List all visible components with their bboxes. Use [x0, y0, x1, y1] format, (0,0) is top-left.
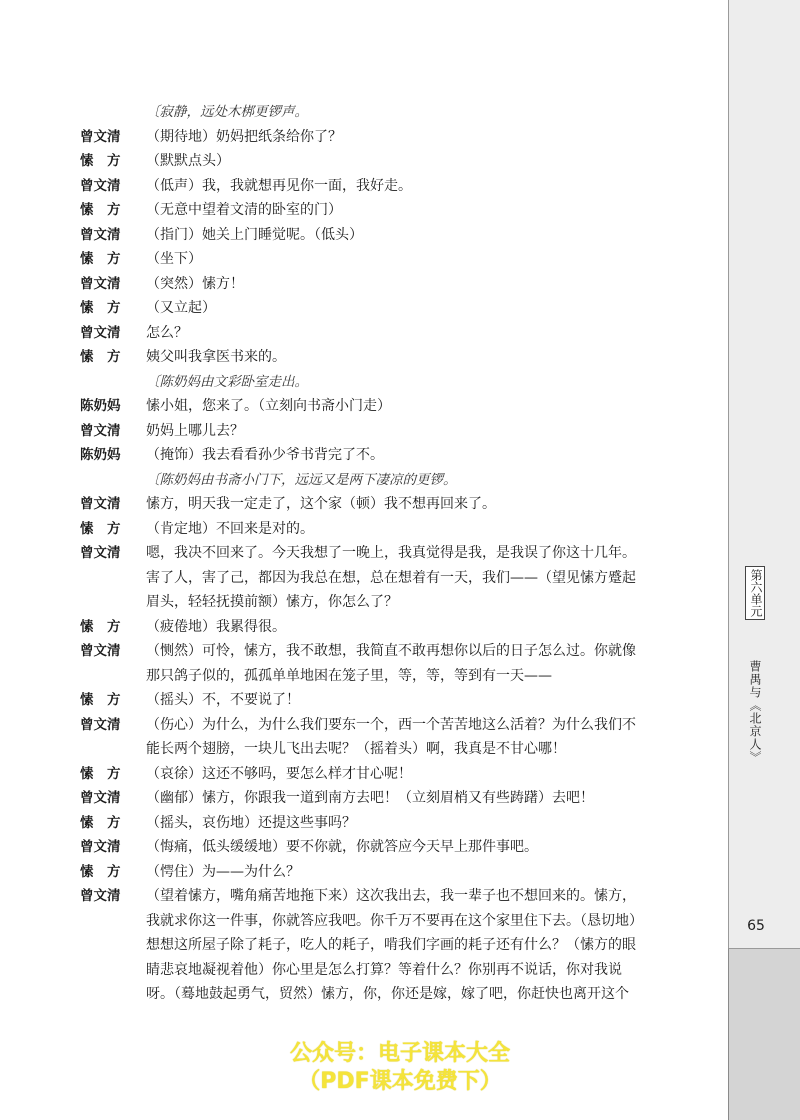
stage-direction-text: 〔陈奶妈由文彩卧室走出。 [146, 373, 308, 390]
speaker-name: 曾文清 [80, 643, 121, 659]
dialogue-line [80, 688, 710, 713]
dialogue-line [80, 198, 710, 223]
speaker-name: 曾文清 [80, 226, 121, 243]
dialogue-line [80, 174, 710, 199]
dialogue-text: （悔痛，低头缓缓地）要不你就，你就答应今天早上那件事吧。 [146, 839, 538, 855]
dialogue-line [80, 443, 710, 468]
dialogue-line [80, 345, 710, 370]
dialogue-line [80, 419, 710, 444]
stage-direction [80, 370, 710, 395]
speaker-name: 愫 方 [80, 251, 121, 267]
dialogue-text: 奶妈上哪儿去？ [146, 422, 244, 439]
dialogue-line [80, 223, 710, 248]
dialogue-text: 呀。（蓦地鼓起勇气，贸然）愫方，你，你还是嫁，嫁了吧，你赶快也离开这个 [146, 986, 629, 1002]
speaker-name: 曾文清 [80, 888, 121, 904]
dialogue-line [80, 615, 710, 640]
dialogue-text: （幽郁）愫方，你跟我一道到南方去吧！（立刻眉梢又有些踌躇）去吧！ [146, 790, 594, 806]
dialogue-text: （低声）我，我就想再见你一面，我好走。 [146, 177, 412, 194]
watermark [0, 1040, 800, 1096]
dialogue-line [80, 811, 710, 836]
dialogue-text: （恻然）可怜，愫方，我不敢想，我简直不敢再想你以后的日子怎么过。你就像 [146, 643, 636, 659]
dialogue-text: 愫方，明天我一定走了，这个家（顿）我不想再回来了。 [146, 496, 496, 512]
speaker-name: 愫 方 [80, 692, 121, 708]
dialogue-continuation [80, 664, 710, 689]
dialogue-text: （摇头）不，不要说了！ [146, 692, 300, 708]
dialogue-line [80, 639, 710, 664]
dialogue-text: 我就求你这一件事，你就答应我吧。你千万不要再在这个家里住下去。（恳切地） [146, 912, 643, 929]
speaker-name: 愫 方 [80, 349, 121, 365]
dialogue-line [80, 713, 710, 738]
unit-label: 第六单元 [745, 566, 765, 620]
dialogue-text: （愕住）为——为什么？ [146, 863, 300, 880]
speaker-name: 曾文清 [80, 839, 121, 855]
speaker-name: 愫 方 [80, 300, 121, 316]
speaker-name: 曾文清 [80, 275, 121, 292]
dialogue-line [80, 884, 710, 909]
speaker-name: 陈奶妈 [80, 398, 121, 414]
dialogue-text: （摇头，哀伤地）还提这些事吗？ [146, 814, 356, 831]
dialogue-text: （突然）愫方！ [146, 275, 244, 292]
dialogue-line [80, 149, 710, 174]
dialogue-continuation [80, 909, 710, 934]
speaker-name: 愫 方 [80, 618, 121, 635]
dialogue-text: （望着愫方，嘴角痛苦地拖下来）这次我出去，我一辈子也不想回来的。愫方， [146, 888, 636, 904]
dialogue-text: （期待地）奶妈把纸条给你了？ [146, 128, 342, 145]
dialogue-text: （默默点头） [146, 153, 230, 169]
dialogue-continuation [80, 566, 710, 591]
dialogue-line [80, 492, 710, 517]
speaker-name: 曾文清 [80, 790, 121, 806]
dialogue-text: （坐下） [146, 251, 202, 267]
dialogue-continuation [80, 958, 710, 983]
speaker-name: 曾文清 [80, 422, 121, 439]
speaker-name: 愫 方 [80, 520, 121, 537]
speaker-name: 愫 方 [80, 765, 121, 782]
dialogue-text: 睛悲哀地凝视着他）你心里是怎么打算？等着什么？你别再不说话，你对我说 [146, 961, 622, 978]
speaker-name: 愫 方 [80, 863, 121, 880]
dialogue-line [80, 321, 710, 346]
dialogue-text: （无意中望着文清的卧室的门） [146, 202, 342, 218]
dialogue-line [80, 860, 710, 885]
speaker-name: 曾文清 [80, 324, 121, 341]
dialogue-line [80, 835, 710, 860]
dialogue-line [80, 247, 710, 272]
speaker-name: 曾文清 [80, 496, 121, 512]
dialogue-text: 怎么？ [146, 324, 188, 341]
dialogue-text: 想想这所屋子除了耗子，吃人的耗子，啃我们字画的耗子还有什么？（愫方的眼 [146, 937, 636, 953]
watermark-line-1: 公众号：电子课本大全 [289, 1041, 510, 1066]
dialogue-line [80, 394, 710, 419]
dialogue-continuation [80, 933, 710, 958]
speaker-name: 陈奶妈 [80, 447, 121, 463]
speaker-name: 曾文清 [80, 716, 121, 733]
dialogue-line [80, 762, 710, 787]
dialogue-text: （伤心）为什么，为什么我们要东一个，西一个苦苦地这么活着？为什么我们不 [146, 716, 636, 733]
dialogue-line [80, 517, 710, 542]
speaker-name: 愫 方 [80, 202, 121, 218]
watermark-line-2: （PDF课本免费下） [298, 1069, 502, 1094]
speaker-name: 愫 方 [80, 814, 121, 831]
dialogue-continuation [80, 590, 710, 615]
dialogue-text: （疲倦地）我累得很。 [146, 618, 286, 635]
dialogue-continuation [80, 982, 710, 1007]
dialogue-text: 姨父叫我拿医书来的。 [146, 349, 286, 365]
dialogue-text: 愫小姐，您来了。（立刻向书斋小门走） [146, 398, 391, 414]
dialogue-text: 那只鸽子似的，孤孤单单地困在笼子里，等，等，等到有一天—— [146, 667, 552, 684]
speaker-name: 曾文清 [80, 177, 121, 194]
dialogue-text: （掩饰）我去看看孙少爷书背完了不。 [146, 447, 384, 463]
dialogue-text: 嗯，我决不回来了。今天我想了一晚上，我真觉得是我，是我误了你这十几年。 [146, 545, 636, 561]
dialogue-text: （肯定地）不回来是对的。 [146, 520, 314, 537]
dialogue-line [80, 125, 710, 150]
dialogue-line [80, 541, 710, 566]
stage-direction [80, 468, 710, 493]
dialogue-text: 眉头，轻轻抚摸前额）愫方，你怎么了？ [146, 594, 398, 610]
dialogue-text: （哀徐）这还不够吗，要怎么样才甘心呢！ [146, 765, 412, 782]
dialogue-text: 能长两个翅膀，一块儿飞出去呢？（摇着头）啊，我真是不甘心哪！ [146, 741, 566, 757]
script-body [80, 100, 710, 1007]
dialogue-text: 害了人，害了己，都因为我总在想，总在想着有一天，我们——（望见愫方蹙起 [146, 569, 636, 586]
stage-direction [80, 100, 710, 125]
dialogue-line [80, 786, 710, 811]
speaker-name: 曾文清 [80, 545, 121, 561]
speaker-name: 愫 方 [80, 153, 121, 169]
dialogue-line [80, 296, 710, 321]
dialogue-text: （指门）她关上门睡觉呢。（低头） [146, 226, 363, 243]
dialogue-continuation [80, 737, 710, 762]
stage-direction-text: 〔寂静，远处木梆更锣声。 [146, 104, 308, 120]
dialogue-text: （又立起） [146, 300, 216, 316]
chapter-title: 曹禺与《北京人》 [748, 660, 762, 764]
page-number: 65 [747, 918, 765, 934]
dialogue-line [80, 272, 710, 297]
stage-direction-text: 〔陈奶妈由书斋小门下，远远又是两下凄凉的更锣。 [146, 471, 457, 488]
speaker-name: 曾文清 [80, 128, 121, 145]
